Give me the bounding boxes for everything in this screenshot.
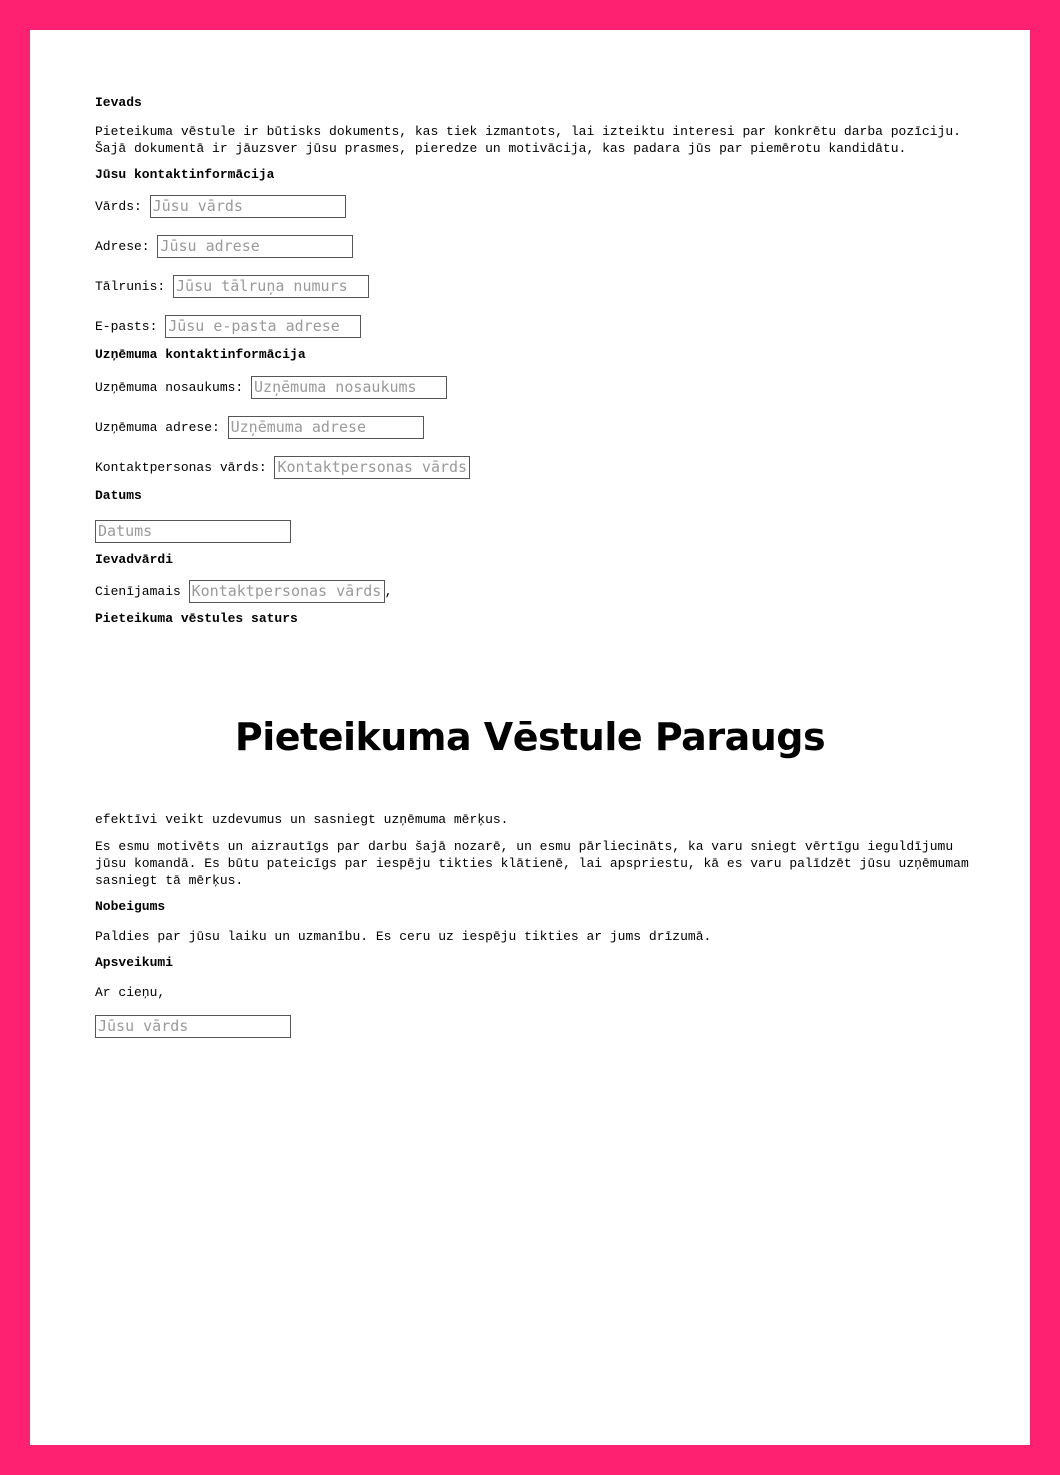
greeting-heading: Ievadvārdi	[95, 552, 174, 567]
signoff-heading: Apsveikumi	[95, 955, 174, 970]
company-address-label: Uzņēmuma adrese:	[95, 419, 228, 435]
signoff-name-row	[95, 1014, 975, 1038]
applicant-phone-input[interactable]	[173, 275, 369, 298]
applicant-email-label: E-pasts:	[95, 318, 166, 334]
body-heading: Pieteikuma vēstules saturs	[95, 611, 298, 626]
date-heading: Datums	[95, 488, 142, 503]
company-address-input[interactable]	[228, 416, 424, 439]
company-name-input[interactable]	[251, 376, 447, 399]
greeting-row	[95, 579, 975, 603]
body-paragraph: Es esmu motivēts un aizrautīgs par darbu šajā nozarē, un esmu pārliecināts, ka varu sniegt vērtīgu ieguldījumu jūsu komandā. Es būtu pateicīgs par iespēju tikties klātienē, lai apspriestu, kā es varu palīdzēt jūsu uzņēmumam sasniegt tā mērķus.	[95, 839, 969, 888]
applicant-name-row	[95, 194, 975, 218]
applicant-phone-label: Tālrunis:	[95, 278, 174, 294]
intro-text: Pieteikuma vēstule ir būtisks dokuments, kas tiek izmantots, lai izteiktu interesi par konkrētu darba pozīciju. Šajā dokumentā ir jāuzsver jūsu prasmes, pieredze un motivācija, kas padara jūs par piemērotu kandidātu.	[95, 124, 961, 156]
banner-title: Pieteikuma Vēstule Paraugs	[234, 715, 826, 759]
applicant-email-row	[95, 314, 975, 338]
intro-heading: Ievads	[95, 95, 142, 110]
closing-heading: Nobeigums	[95, 899, 166, 914]
document-page	[30, 30, 1030, 1445]
company-heading: Uzņēmuma kontaktinformācija	[95, 347, 306, 362]
signoff-name-input[interactable]	[95, 1015, 291, 1038]
company-contact-row	[95, 455, 975, 479]
company-contact-input[interactable]	[274, 456, 470, 479]
date-input[interactable]	[95, 520, 291, 543]
applicant-address-row	[95, 234, 975, 258]
applicant-phone-row	[95, 274, 975, 298]
applicant-name-label: Vārds:	[95, 198, 150, 214]
applicant-heading: Jūsu kontaktinformācija	[95, 167, 275, 182]
company-name-label: Uzņēmuma nosaukums:	[95, 379, 252, 395]
date-row	[95, 519, 975, 543]
company-address-row	[95, 415, 975, 439]
applicant-name-input[interactable]	[150, 195, 346, 218]
body-partial-text: efektīvi veikt uzdevumus un sasniegt uzņēmuma mērķus.	[95, 812, 509, 826]
greeting-contact-input[interactable]	[189, 580, 385, 603]
greeting-comma: ,	[384, 583, 393, 599]
company-contact-label: Kontaktpersonas vārds:	[95, 459, 275, 475]
applicant-email-input[interactable]	[165, 315, 361, 338]
signoff-text: Ar cieņu,	[95, 985, 166, 1000]
applicant-address-label: Adrese:	[95, 238, 158, 254]
applicant-address-input[interactable]	[157, 235, 353, 258]
greeting-salutation: Cienījamais	[95, 583, 189, 599]
title-banner	[30, 662, 1030, 812]
closing-text: Paldies par jūsu laiku un uzmanību. Es ceru uz iespēju tikties ar jums drīzumā.	[95, 929, 712, 944]
letter-lower	[95, 838, 975, 1038]
letter-upper	[95, 94, 975, 627]
company-name-row	[95, 375, 975, 399]
